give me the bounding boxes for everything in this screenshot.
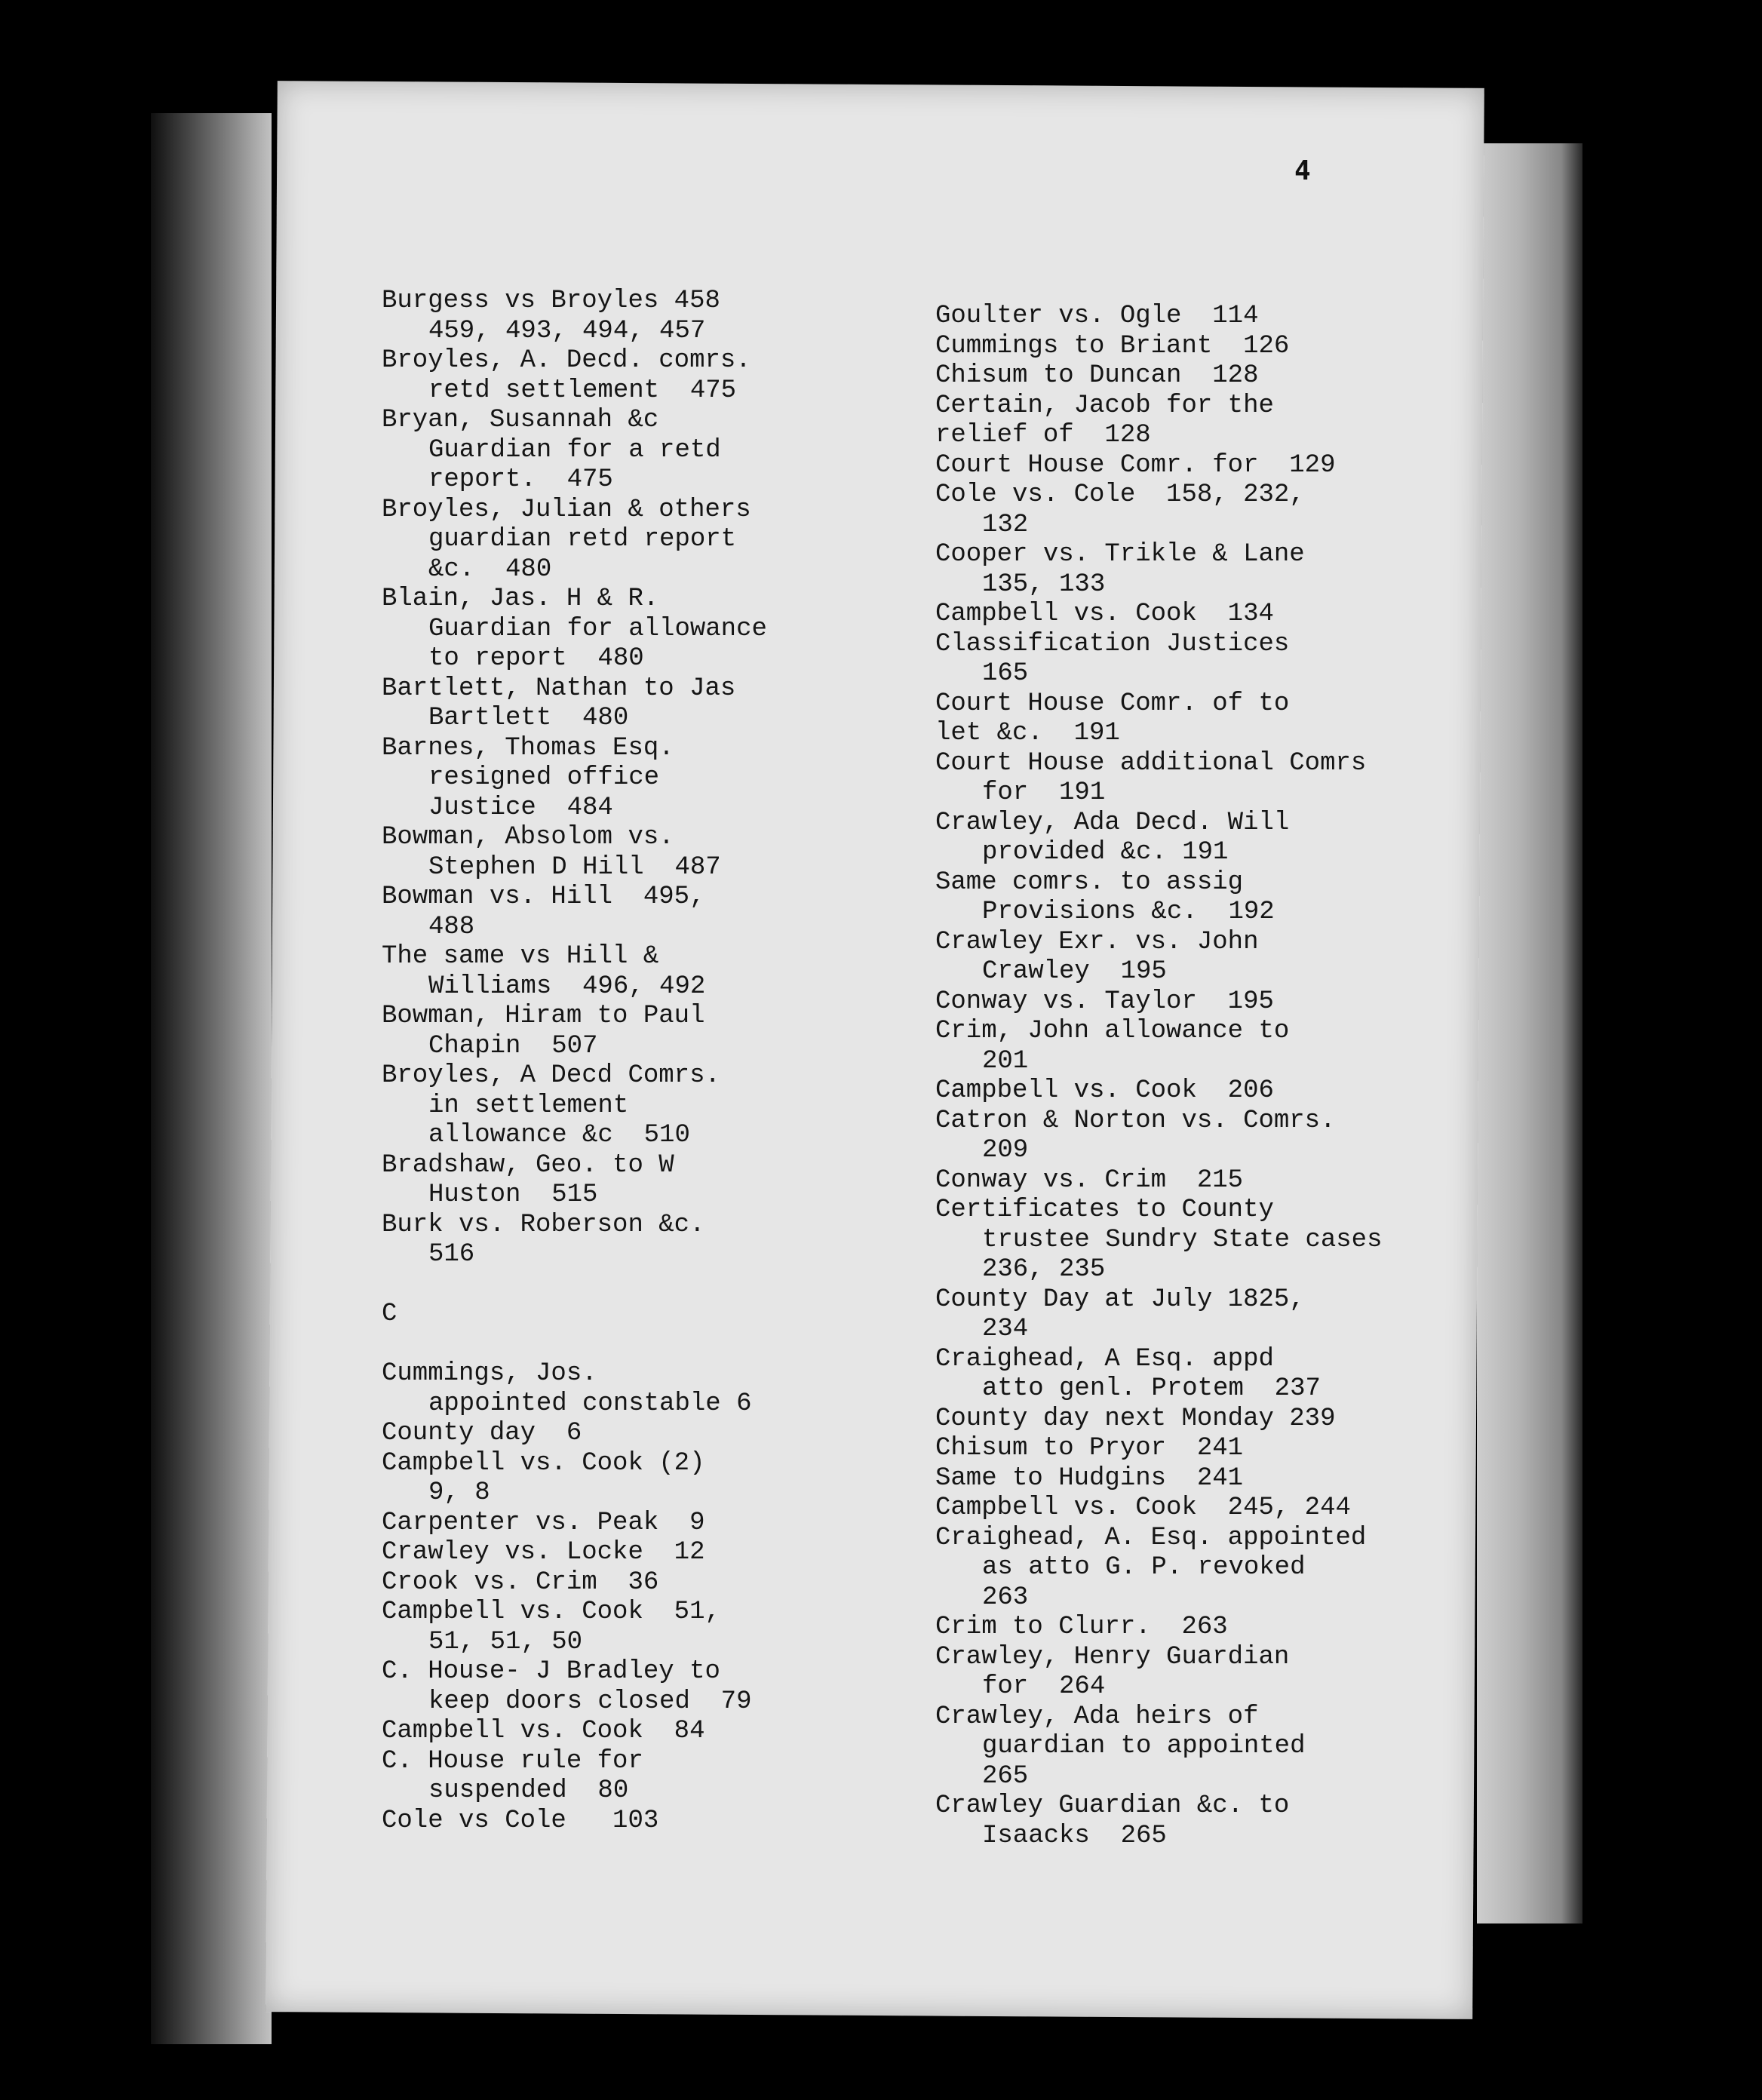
page-edge-left [151,113,272,2044]
index-entry-line: Burk vs. Roberson &c. [382,1210,705,1239]
index-entry-line: 209 [982,1136,1029,1165]
index-entry-line: Crawley, Henry Guardian [935,1642,1290,1672]
index-entry-line: Bryan, Susannah &c [382,406,659,434]
index-entry-line: atto genl. Protem 237 [982,1374,1321,1403]
index-entry-line: 201 [982,1046,1029,1076]
index-entry-line: Campbell vs. Cook 84 [382,1717,705,1745]
index-entry-line: Certain, Jacob for the [935,391,1274,420]
index-entry-line: Campbell vs. Cook (2) [382,1448,705,1478]
index-entry-line: Carpenter vs. Peak 9 [382,1508,705,1537]
index-entry-line: guardian to appointed [982,1732,1306,1761]
index-entry-line: Cole vs. Cole 158, 232, [935,480,1305,509]
right-index-column [935,302,1383,1851]
index-entry-line: Williams 496, 492 [428,972,706,1001]
page-edge-right [1477,143,1582,1923]
index-entry-line: &c. 480 [428,554,552,584]
index-entry-line: Justice 484 [428,793,613,822]
index-entry-line: Campbell vs. Cook 206 [935,1076,1274,1105]
index-entry-line: to report 480 [428,644,644,673]
index-entry-line: let &c. 191 [935,719,1120,748]
index-entry-line: 265 [982,1761,1029,1791]
index-entry-line: 51, 51, 50 [428,1627,583,1656]
index-entry-line: 236, 235 [982,1255,1106,1284]
index-entry-line: 132 [982,510,1029,539]
index-entry-line: in settlement [428,1091,629,1120]
index-entry-line: Cummings, Jos. [382,1359,597,1388]
index-entry-line: suspended 80 [428,1776,629,1805]
blank-line [382,1330,767,1360]
index-entry-line: County day next Monday 239 [935,1404,1336,1433]
index-entry-line: Goulter vs. Ogle 114 [935,302,1259,330]
index-entry-line: Stephen D Hill 487 [428,852,721,882]
index-entry-line: retd settlement 475 [428,376,737,405]
index-entry-line: Crawley vs. Locke 12 [382,1538,705,1567]
index-entry-line: 488 [428,912,475,941]
index-entry-line: Burgess vs Broyles 458 [382,287,720,315]
index-entry-line: Craighead, A Esq. appd [935,1344,1274,1374]
index-entry-line: 9, 8 [428,1478,490,1507]
index-entry-line: Craighead, A. Esq. appointed [935,1523,1367,1552]
index-entry-line: Crim to Clurr. 263 [935,1613,1228,1641]
index-entry-line: Barnes, Thomas Esq. [382,733,674,763]
index-entry-line: Campbell vs. Cook 51, [382,1598,720,1626]
index-entry-line: Cooper vs. Trikle & Lane [935,540,1305,569]
index-entry-line: Crawley, Ada heirs of [935,1702,1259,1731]
index-entry-line: allowance &c 510 [428,1121,690,1150]
index-entry-line: Catron & Norton vs. Comrs. [935,1106,1336,1135]
index-entry-line: Bartlett, Nathan to Jas [382,674,736,703]
index-entry-line: Provisions &c. 192 [982,898,1275,926]
index-entry-line: Crawley 195 [982,957,1167,986]
index-entry-line: C. House- J Bradley to [382,1657,720,1686]
index-entry-line: Chisum to Duncan 128 [935,361,1259,390]
index-entry-line: Bradshaw, Geo. to W [382,1150,674,1180]
index-entry-line: Chisum to Pryor 241 [935,1434,1244,1463]
left-index-column [382,287,767,1836]
index-entry-line: Bartlett 480 [428,704,629,732]
index-entry-line: Court House Comr. for 129 [935,450,1336,480]
index-entry-line: Court House additional Comrs [935,748,1367,778]
index-entry-line: Bowman, Hiram to Paul [382,1002,705,1030]
index-entry-line: resigned office [428,763,660,792]
index-entry-line: Cole vs Cole 103 [382,1806,659,1835]
index-entry-line: 234 [982,1315,1029,1343]
index-entry-line: Isaacks 265 [982,1821,1167,1850]
index-entry-line: Campbell vs. Cook 245, 244 [935,1494,1351,1522]
index-entry-line: County day 6 [382,1419,582,1448]
index-entry-line: guardian retd report [428,525,737,554]
index-entry-line: 516 [428,1240,475,1269]
index-entry-line: 459, 493, 494, 457 [428,316,706,345]
page-number: 4 [1294,155,1311,186]
index-entry-line: for 264 [982,1672,1106,1701]
index-entry-line: as atto G. P. revoked [982,1553,1306,1582]
index-entry-line: 165 [982,659,1029,688]
index-entry-line: Certificates to County [935,1196,1274,1224]
index-entry-line: Guardian for allowance [428,614,767,643]
index-entry-line: Broyles, A. Decd. comrs. [382,346,751,375]
index-entry-line: Crawley Exr. vs. John [935,927,1259,956]
index-entry-line: C [382,1300,398,1328]
index-entry-line: Classification Justices [935,629,1290,659]
index-entry-line: Broyles, Julian & others [382,495,751,524]
index-entry-line: County Day at July 1825, [935,1285,1305,1314]
index-entry-line: Crook vs. Crim 36 [382,1567,659,1597]
index-entry-line: report. 475 [428,465,613,494]
index-entry-line: Crim, John allowance to [935,1017,1290,1045]
index-entry-line: Chapin 507 [428,1031,598,1061]
index-entry-line: Conway vs. Crim 215 [935,1165,1244,1195]
index-entry-line: trustee Sundry State cases [982,1225,1383,1254]
index-entry-line: provided &c. 191 [982,838,1229,867]
index-entry-line: Crawley Guardian &c. to [935,1791,1290,1820]
index-entry-line: Bowman vs. Hill 495, [382,883,705,911]
index-entry-line: appointed constable 6 [428,1389,752,1418]
index-entry-line: Guardian for a retd [428,435,721,465]
index-entry-line: Same comrs. to assig [935,867,1244,897]
index-entry-line: keep doors closed 79 [428,1687,752,1716]
index-entry-line: Cummings to Briant 126 [935,331,1290,361]
index-entry-line: Broyles, A Decd Comrs. [382,1061,720,1090]
index-entry-line: Campbell vs. Cook 134 [935,600,1274,628]
index-entry-line: Bowman, Absolom vs. [382,823,674,852]
index-entry-line: Blain, Jas. H & R. [382,585,659,613]
index-entry-line: Same to Hudgins 241 [935,1463,1244,1493]
index-entry-line: C. House rule for [382,1746,643,1776]
index-entry-line: for 191 [982,778,1106,807]
index-entry-line: Crawley, Ada Decd. Will [935,808,1290,837]
index-entry-line: Huston 515 [428,1180,598,1209]
index-entry-line: Court House Comr. of to [935,689,1290,718]
index-entry-line: 135, 133 [982,570,1106,599]
index-entry-line: relief of 128 [935,421,1151,450]
blank-line [382,1270,767,1300]
index-entry-line: 263 [982,1583,1029,1612]
index-entry-line: The same vs Hill & [382,942,659,971]
index-entry-line: Conway vs. Taylor 195 [935,987,1274,1016]
